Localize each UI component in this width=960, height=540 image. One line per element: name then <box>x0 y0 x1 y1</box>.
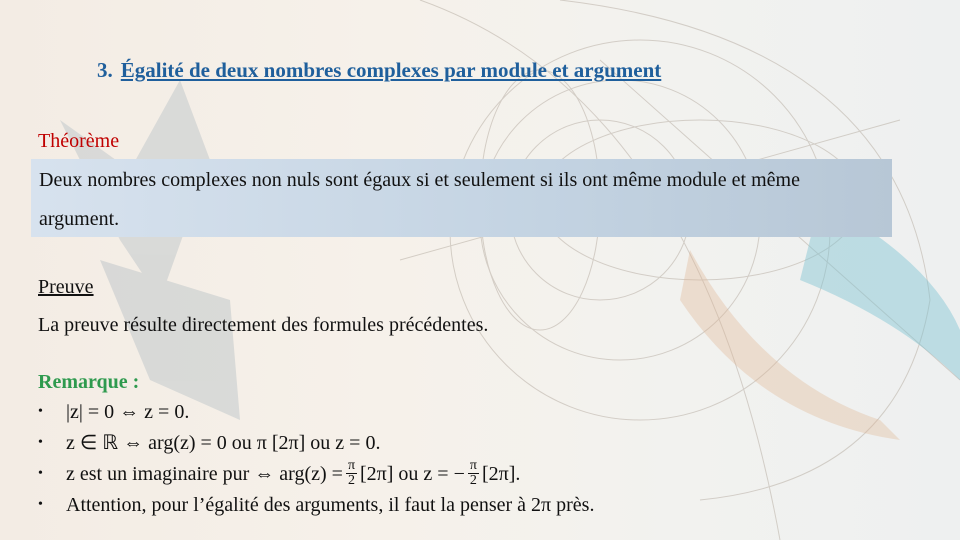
remark-heading: Remarque : <box>38 371 140 393</box>
denominator: 2 <box>347 473 355 488</box>
list-item <box>38 489 594 520</box>
proof-heading: Preuve <box>38 276 94 298</box>
bullet: • <box>38 465 43 481</box>
remark-list <box>38 396 594 520</box>
remark-item-text: |z| = 0 ⇔ z = 0. <box>66 400 190 423</box>
list-item <box>38 427 594 458</box>
numerator: π <box>469 458 477 473</box>
fraction <box>468 459 479 488</box>
list-item <box>38 458 594 489</box>
bullet: • <box>38 403 43 419</box>
numerator: π <box>347 458 356 473</box>
section-title <box>97 58 661 83</box>
theorem-heading: Théorème <box>38 130 120 152</box>
proof-text: La preuve résulte directement des formules précédentes. <box>38 314 489 336</box>
denominator: 2 <box>469 473 477 488</box>
bullet: • <box>38 496 43 512</box>
remark-item-text: z est un imaginaire pur ⇔ arg(z) = <box>66 462 343 485</box>
list-item <box>38 396 594 427</box>
remark-item-text: Attention, pour l’égalité des arguments, il faut la penser à 2π près. <box>66 493 595 516</box>
remark-item-text: [2π]. <box>481 462 521 485</box>
section-title-text: Égalité de deux nombres complexes par module et argument <box>120 58 662 82</box>
section-number: 3. <box>97 58 113 82</box>
remark-item-text: z ∈ ℝ ⇔ arg(z) = 0 ou π [2π] ou z = 0. <box>66 431 381 454</box>
fraction <box>346 459 357 488</box>
theorem-box <box>31 159 892 237</box>
bullet: • <box>38 434 43 450</box>
theorem-text: Deux nombres complexes non nuls sont égaux si et seulement si ils ont même module et même argument. <box>39 169 800 230</box>
remark-item-text: [2π] ou z = − <box>360 462 465 485</box>
